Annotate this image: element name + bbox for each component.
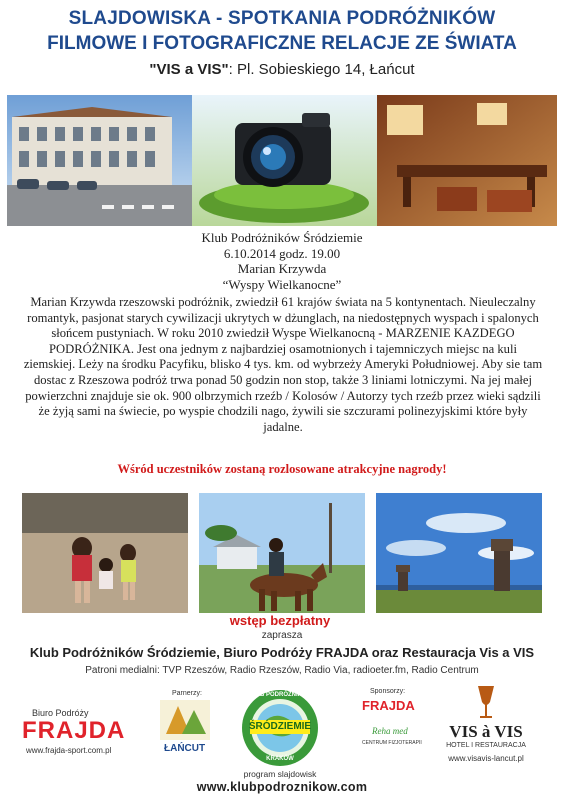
partners-label: Parnerzy: bbox=[172, 690, 202, 697]
frajda-logo-name: FRAJDA bbox=[22, 717, 126, 744]
venue-address: : Pl. Sobieskiego 14, Łańcut bbox=[228, 61, 415, 78]
sponsor-reha-logo: Reha med bbox=[372, 726, 408, 736]
venue-name: "VIS a VIS" bbox=[149, 61, 229, 78]
event-datetime: 6.10.2014 godz. 19.00 bbox=[223, 245, 341, 261]
club-logo-ring-text: KLUB PODRÓŻNIKÓW bbox=[247, 692, 313, 698]
event-description: Marian Krzywda rzeszowski podróżnik, zwiedził 61 krajów świata na 5 kontynentach. Nieuleczalny romantyk, pasjonat starych cywilizacji ukrytych w dżunglach, na niedostępnych wyspach i spalonych słońcem pustyniach. W roku 2010 zwiedził Wyspe Wielkanocną - MARZENIE KAZDEGO PODRÓŻNIKA. Jest ona jednym z najbardziej osamotnionych i tajemniczych miejsc na kuli ziemskiej. Leży na środku Pacyfiku, blisko 4 tys. km. od wybrzeży Ameryki Południowej. Aby sie tam dostac z Rzeszowa podróż trwa ponad 50 godzin non stop, także 3 liniami lotniczymi. Na jej małej powierzchni znajduje sie ok. 900 olbrzymich rzeźb / Kolosów / Autorzy tych rzeźb przez wieki sądzili że żyją sami na świecie, po wyspie chodzili nago, żywili sie szczurami polinezyjskimi które były jadalne. bbox=[23, 295, 543, 434]
free-entry-label: wstęp bezpłatny bbox=[229, 613, 331, 628]
sponsor-reha-sub: CENTRUM FIZJOTERAPII bbox=[362, 740, 422, 746]
prize-note: Wśród uczestników zostaną rozlosowane atrakcyjne nagrody! bbox=[117, 462, 447, 476]
frajda-logo-top: Biuro Podróży bbox=[32, 708, 89, 718]
media-patrons-line: Patroni medialni: TVP Rzeszów, Radio Rzeszów, Radio Via, radioeter.fm, Radio Centrum bbox=[85, 665, 479, 676]
event-club: Klub Podróżników Śródziemie bbox=[201, 230, 363, 245]
visavis-logo-name: VIS à VIS bbox=[449, 722, 523, 741]
frajda-logo bbox=[18, 708, 146, 758]
club-logo-bottom-text: KRAKÓW bbox=[266, 756, 294, 762]
sponsor-frajda-logo: FRAJDA bbox=[362, 698, 415, 713]
sponsors-label: Sponsorzy: bbox=[370, 688, 406, 695]
visavis-logo-sub: HOTEL I RESTAURACJA bbox=[446, 742, 526, 749]
photo-beach-children bbox=[22, 493, 188, 613]
header-title-line1: SLAJDOWISKA - SPOTKANIA PODRÓŻNIKÓW bbox=[68, 8, 496, 29]
sponsors-block bbox=[356, 688, 426, 758]
partners-logo bbox=[152, 690, 222, 762]
club-logo-name: ŚRÓDZIEMIE bbox=[248, 721, 312, 732]
visavis-logo bbox=[436, 684, 546, 768]
organizers-line: Klub Podróżników Śródziemie, Biuro Podróży FRAJDA oraz Restauracja Vis a VIS bbox=[29, 645, 535, 660]
photo-moai-statues bbox=[376, 493, 542, 613]
wine-glass-icon bbox=[474, 684, 498, 720]
venue-line bbox=[0, 61, 564, 78]
club-srodziemie-logo bbox=[234, 688, 326, 768]
event-speaker: Marian Krzywda bbox=[237, 261, 327, 276]
footer-url[interactable]: www.klubpodroznikow.com bbox=[196, 780, 368, 794]
event-topic: “Wyspy Wielkanocne” bbox=[222, 276, 342, 292]
frajda-logo-url: www.frajda-sport.com.pl bbox=[26, 746, 112, 755]
lancut-label: ŁAŃCUT bbox=[164, 743, 206, 754]
banner-image bbox=[7, 95, 557, 226]
invites-label: zaprasza bbox=[261, 630, 303, 641]
photo-horse-rider bbox=[199, 493, 365, 613]
header-title-line2: FILMOWE I FOTOGRAFICZNE RELACJE ZE ŚWIATA bbox=[47, 33, 517, 54]
visavis-logo-url: www.visavis-lancut.pl bbox=[448, 754, 524, 763]
partners-emblem-icon bbox=[160, 700, 210, 740]
banner-collage bbox=[7, 95, 557, 226]
program-label: program slajdowisk bbox=[243, 769, 317, 779]
event-info bbox=[0, 230, 564, 292]
